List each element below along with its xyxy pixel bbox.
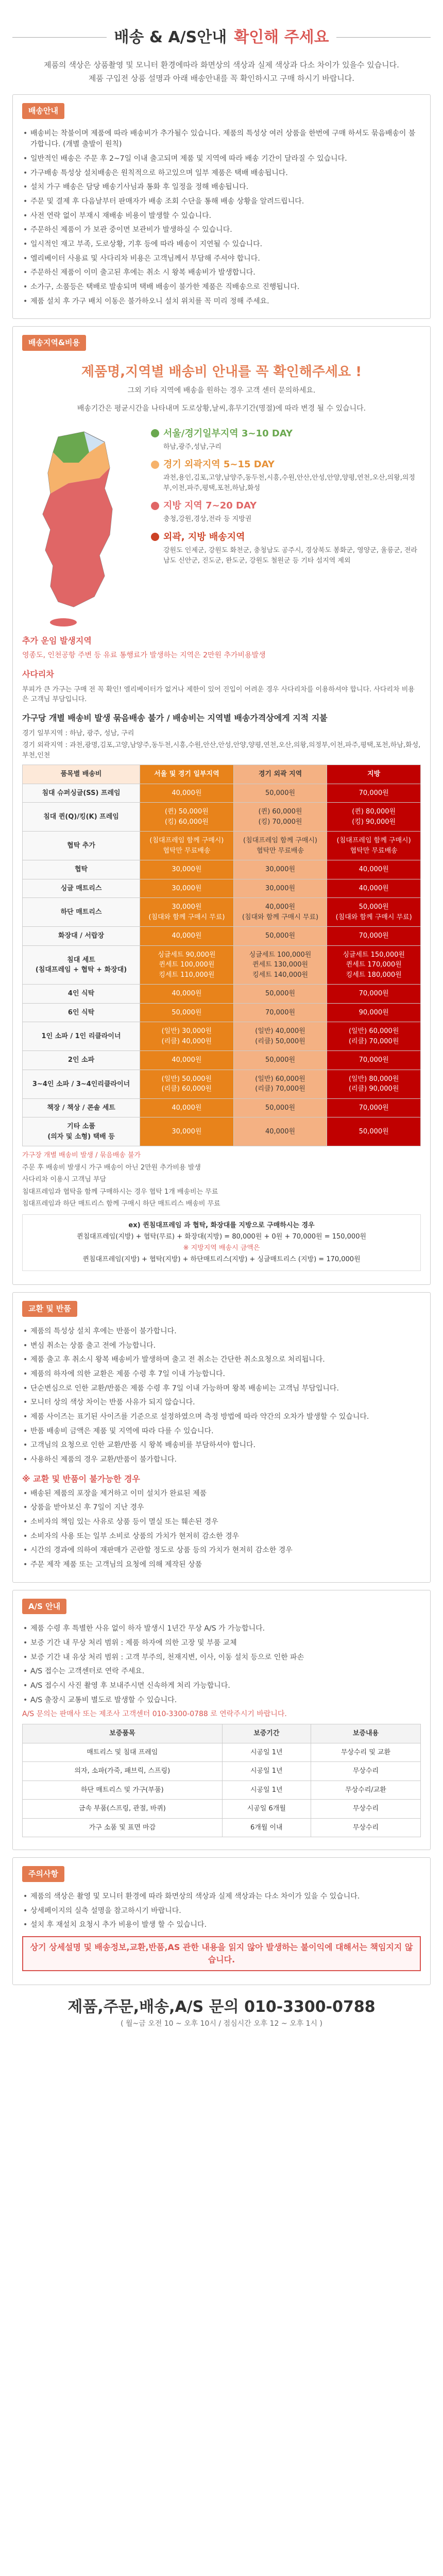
no-return-list	[22, 1488, 421, 1571]
fee-cell: 50,000원	[233, 1051, 327, 1070]
delivery-info-list	[22, 128, 421, 308]
zone-desc: 과천,용인,김포,고양,남양주,동두천,시흥,수원,안산,안성,안양,양평,연천,오산,의왕,의정부,이천,파주,평택,포천,하남,화성	[163, 474, 415, 493]
fee-cell: 30,000원	[233, 860, 327, 879]
fee-cell: 40,000원	[140, 985, 234, 1004]
region-list	[151, 421, 421, 571]
region-zone	[151, 530, 421, 566]
fee-cell: 40,000원	[140, 784, 234, 803]
fee-cell: 70,000원	[327, 985, 421, 1004]
list-item: • 제품 사이즈는 표기된 사이즈를 기준으로 설정하였으며 측정 방법에 따라 약간의 오차가 발생할 수 있습니다.	[22, 1412, 421, 1423]
list-item: • 모니터 상의 색상 차이는 반품 사유가 되지 않습니다.	[22, 1397, 421, 1409]
table-header: 보증기간	[222, 1724, 311, 1743]
zone-marker-icon	[151, 502, 159, 510]
exchange-list	[22, 1326, 421, 1466]
table-cell: 시공일 1년	[222, 1743, 311, 1762]
fee-cell: (퀸) 50,000원 (킹) 60,000원	[140, 803, 234, 832]
table-cell: 시공일 1년	[222, 1762, 311, 1781]
fee-cell: 30,000원	[140, 879, 234, 898]
region-note: 배송기간은 평균시간을 나타내며 도로상황,날씨,휴무기간(명절)에 따라 변경 될 수 있습니다.	[77, 404, 366, 413]
list-item: • 주문 제작 제품 또는 고객님의 요청에 의해 제작된 상품	[22, 1560, 421, 1571]
shipping-fee-table-body	[23, 784, 421, 1146]
table-row	[23, 1098, 421, 1117]
table-row	[23, 1022, 421, 1051]
table-row	[23, 1070, 421, 1098]
korea-map-icon	[22, 421, 141, 628]
fee-cell: (퀸) 60,000원 (킹) 70,000원	[233, 803, 327, 832]
item-cell: 침대 슈퍼싱글(SS) 프레임	[23, 784, 140, 803]
fee-cell: 40,000원 (침대와 함께 구매시 무료)	[233, 898, 327, 927]
exchange-card	[12, 1292, 431, 1583]
fee-cell: 50,000원	[140, 1003, 234, 1022]
zone-desc: 하남,광주,성남,구리	[163, 443, 222, 451]
fee-cell: (침대프레임 함께 구매시) 협탁만 무료배송	[327, 832, 421, 860]
region-card	[12, 326, 431, 1285]
example-line: ※ 지방지역 배송시 금액은	[183, 1244, 260, 1252]
zone-marker-icon	[151, 533, 159, 541]
list-item: • 제품의 특성상 설치 후에는 반품이 불가합니다.	[22, 1326, 421, 1337]
as-card	[12, 1590, 431, 1851]
divider-right	[336, 37, 431, 38]
list-item: • 제품 수령 후 특별한 사유 없이 하자 발생시 1년간 무상 A/S 가 가능합니다.	[22, 1623, 421, 1635]
table-row	[23, 784, 421, 803]
list-item: • 사용하신 제품의 경우 교환/반품이 불가합니다.	[22, 1454, 421, 1466]
table-row	[23, 1781, 421, 1800]
region-subtitle: 그외 기타 지역에 배송을 원하는 경우 고객 센터 문의하세요.	[127, 386, 316, 395]
table-row	[23, 898, 421, 927]
region-zone	[151, 499, 421, 524]
notice-badge: 주의사항	[22, 1866, 64, 1882]
sadari-desc: 부피가 큰 가구는 구매 전 꼭 확인! 엘리베이터가 없거나 제한이 있어 진입이 어려운 경우 사다리차를 이용하셔야 합니다. 사다리차 비용은 고객님 부담입니다.	[22, 685, 415, 704]
item-cell: 하단 매트리스	[23, 898, 140, 927]
zone-name: 지방 지역 7~20 DAY	[163, 500, 257, 512]
title-left: 배송 & A/S안내	[114, 28, 227, 46]
table-cell: 가구 소품 및 표면 마감	[23, 1818, 223, 1837]
delivery-info-card	[12, 94, 431, 319]
item-cell: 2인 소파	[23, 1051, 140, 1070]
list-item: • 가구배송 특성상 설치배송은 원칙적으로 하고있으며 일부 제품은 택배 배송됩니다.	[22, 168, 421, 179]
table-row	[23, 1743, 421, 1762]
item-cell: 협탁	[23, 860, 140, 879]
fee-cell: 70,000원	[233, 1003, 327, 1022]
ship-note: 침대프레임과 협탁을 함께 구매하시는 경우 협탁 1개 배송비는 무료	[22, 1188, 218, 1196]
table-header: 경기 외곽 지역	[233, 765, 327, 784]
fee-cell: (일반) 30,000원 (리클) 40,000원	[140, 1022, 234, 1051]
fee-cell: 50,000원 (침대와 함께 구매시 무료)	[327, 898, 421, 927]
table-cell: 무상수리 및 교환	[311, 1743, 420, 1762]
fee-cell: 40,000원	[327, 879, 421, 898]
list-item: • 일시적인 재고 부족, 도로상황, 기후 등에 따라 배송이 지연될 수 있습니다.	[22, 239, 421, 250]
table-cell: 시공일 1년	[222, 1781, 311, 1800]
table-cell: 무상수리/교환	[311, 1781, 420, 1800]
table-cell: 금속 부품(스프링, 관절, 바퀴)	[23, 1800, 223, 1819]
list-item: • 배송비는 착불이며 제품에 따라 배송비가 추가될수 있습니다. 제품의 특성상 여러 상품을 한번에 구매 하셔도 묶음배송이 불가합니다. (개별 출발이 원칙)	[22, 128, 421, 150]
list-item: • 소비자의 사용 또는 일부 소비로 상품의 가치가 현저히 감소한 경우	[22, 1531, 421, 1543]
example-title: ex) 퀸침대프레임 과 협탁, 화장대를 지방으로 구매하시는 경우	[128, 1221, 315, 1229]
page-title	[12, 26, 431, 49]
zone-desc: 강원도 인제군, 강원도 화천군, 충청남도 공주시, 경상북도 봉화군, 영양군, 울릉군, 전라남도 신안군, 진도군, 완도군, 강원도 철원군 등 기타 섬지역 제외	[163, 546, 418, 565]
list-item: • 상세페이지의 실측 설명을 참고하시기 바랍니다.	[22, 1906, 421, 1917]
extra-line: 경기 일부지역 : 하남, 광주, 성남, 구리	[22, 729, 134, 737]
table-cell: 매트리스 및 침대 프레임	[23, 1743, 223, 1762]
list-item: • 변심 취소는 상품 출고 전에 가능합니다.	[22, 1341, 421, 1352]
fee-cell: (퀸) 80,000원 (킹) 90,000원	[327, 803, 421, 832]
table-row	[23, 832, 421, 860]
zone-marker-icon	[151, 461, 159, 469]
item-cell: 책장 / 책상 / 콘솔 세트	[23, 1098, 140, 1117]
list-item: • 배송된 제품의 포장을 제거하고 이미 설치가 완료된 제품	[22, 1488, 421, 1500]
fee-cell: 50,000원	[233, 927, 327, 946]
list-item: • A/S 접수시 사진 촬영 후 보내주시면 신속하게 처리 가능합니다.	[22, 1681, 421, 1692]
item-cell: 6인 식탁	[23, 1003, 140, 1022]
fee-cell: 40,000원	[140, 1098, 234, 1117]
region-title: 제품명,지역별 배송비 안내를 꼭 확인해주세요 !	[81, 364, 362, 380]
list-item: • 제품 설치 후 가구 배치 이동은 불가하오니 설치 위치를 꼭 미리 정해 주세요.	[22, 296, 421, 308]
as-table	[22, 1724, 421, 1837]
example-line: 퀸침대프레임(지방) + 협탁(지방) + 하단매트리스(지방) + 싱글매트리스 (지방) = 170,000원	[82, 1256, 361, 1264]
list-item: • 사전 연락 없이 부재시 재배송 비용이 발생할 수 있습니다.	[22, 211, 421, 222]
fee-cell: 70,000원	[327, 927, 421, 946]
table-header-row	[23, 765, 421, 784]
item-cell: 싱글 매트리스	[23, 879, 140, 898]
table-row	[23, 1800, 421, 1819]
fee-cell: (일반) 60,000원 (리클) 70,000원	[327, 1022, 421, 1051]
fee-cell: 70,000원	[327, 784, 421, 803]
table-cell: 하단 매트리스 및 가구(부품)	[23, 1781, 223, 1800]
list-item: • 상품을 받아보신 후 7일이 지난 경우	[22, 1502, 421, 1514]
notice-card	[12, 1857, 431, 1985]
table-row	[23, 985, 421, 1004]
table-row	[23, 860, 421, 879]
island-desc: 영종도, 인천공항 주변 등 유료 통행료가 발생하는 지역은 2만원 추가비용발생	[22, 651, 266, 659]
ship-note: 가구장 개별 배송비 발생 / 묶음배송 불가	[22, 1151, 141, 1160]
notice-highlight: 상기 상세설명 및 배송정보,교환,반품,AS 관한 내용을 읽지 않아 발생하는 불이익에 대해서는 책임지지 않습니다.	[22, 1936, 421, 1971]
fee-cell: 50,000원	[233, 784, 327, 803]
fee-cell: 30,000원	[140, 860, 234, 879]
table-row	[23, 927, 421, 946]
list-item: • A/S 출장시 교통비 별도로 발생할 수 있습니다.	[22, 1695, 421, 1706]
table-row	[23, 1762, 421, 1781]
list-item: • 반품 배송비 금액은 제품 및 지역에 따라 다를 수 있습니다.	[22, 1426, 421, 1437]
list-item: • 제품 출고 후 취소시 왕복 배송비가 발생하며 출고 전 취소는 간단한 취소요청으로 처리됩니다.	[22, 1354, 421, 1366]
table-row	[23, 1003, 421, 1022]
list-item: • 보증 기간 내 무상 처리 범위 : 제품 하자에 의한 고장 및 부품 교체	[22, 1638, 421, 1649]
fee-cell: (일반) 50,000원 (리클) 60,000원	[140, 1070, 234, 1098]
list-item: • 시간의 경과에 의하여 재판매가 곤란할 정도로 상품 등의 가치가 현저히 감소한 경우	[22, 1545, 421, 1556]
exchange-badge: 교환 및 반품	[22, 1301, 77, 1317]
list-item: • 설치 후 재설치 요청시 추가 비용이 발생 할 수 있습니다.	[22, 1920, 421, 1931]
region-badge: 배송지역&비용	[22, 335, 86, 351]
table-row	[23, 1818, 421, 1837]
fee-cell: 싱글세트 90,000원 퀸세트 100,000원 킹세트 110,000원	[140, 945, 234, 985]
list-item: • 제품의 하자에 의한 교환은 제품 수령 후 7일 이내 가능합니다.	[22, 1369, 421, 1380]
delivery-info-badge: 배송안내	[22, 103, 64, 119]
region-content	[22, 421, 421, 628]
extra-line: 경기 외곽지역 : 과천,광명,김포,고양,남양주,동두천,시흥,수원,안산,안성,안양,양평,연천,오산,의왕,의정부,이천,파주,평택,포천,하남,화성,부천,인천	[22, 741, 421, 759]
zone-name: 서울/경기일부지역 3~10 DAY	[163, 428, 293, 439]
fee-cell: (일반) 40,000원 (리클) 50,000원	[233, 1022, 327, 1051]
fee-cell: 40,000원	[327, 860, 421, 879]
list-item: • 일반적인 배송은 주문 후 2~7일 이내 출고되며 제품 및 지역에 따라 배송 기간이 달라질 수 있습니다.	[22, 154, 421, 165]
list-item: • 엘리베이터 사용료 및 사다리차 비용은 고객님께서 부담해 주셔야 합니다.	[22, 253, 421, 265]
region-zone	[151, 457, 421, 494]
list-item: • 보증 기간 내 유상 처리 범위 : 고객 부주의, 천재지변, 이사, 이동 설치 등으로 인한 파손	[22, 1652, 421, 1664]
fee-cell: 70,000원	[327, 1098, 421, 1117]
fee-cell: 30,000원	[140, 1117, 234, 1146]
title-right: 확인해 주세요	[234, 28, 329, 46]
item-cell: 3~4인 소파 / 3~4인리클라이너	[23, 1070, 140, 1098]
divider-left	[12, 37, 107, 38]
item-cell: 기타 소품 (의자 및 소형) 택배 등	[23, 1117, 140, 1146]
intro	[12, 59, 431, 84]
fee-cell: 싱글세트 100,000원 퀸세트 130,000원 킹세트 140,000원	[233, 945, 327, 985]
footer-contact: 제품,주문,배송,A/S 문의 010-3300-0788	[67, 1998, 376, 2016]
notice-list	[22, 1891, 421, 1931]
table-cell: 무상수리	[311, 1800, 420, 1819]
ship-note: 사다리차 이용시 고객님 부담	[22, 1176, 107, 1184]
fee-cell: (침대프레임 함께 구매시) 협탁만 무료배송	[140, 832, 234, 860]
fee-cell: 50,000원	[233, 985, 327, 1004]
extra-title: 가구당 개별 배송비 발생 묶음배송 불가 / 배송비는 지역별 배송가격상에게 지적 지불	[22, 713, 328, 723]
as-phone-note: A/S 문의는 판매사 또는 제조사 고객센터 010-3300-0788 로 연락주시기 바랍니다.	[22, 1710, 287, 1719]
list-item: • 설치 가구 배송은 담당 배송기사님과 통화 후 일정을 정해 배송됩니다.	[22, 182, 421, 193]
item-cell: 협탁 추가	[23, 832, 140, 860]
region-zone	[151, 427, 421, 452]
zone-marker-icon	[151, 429, 159, 437]
list-item: • 주문하신 제품이 이미 출고된 후에는 취소 시 왕복 배송비가 발생합니다.	[22, 267, 421, 279]
item-cell: 1인 소파 / 1인 리클라이너	[23, 1022, 140, 1051]
fee-cell: 50,000원	[327, 1117, 421, 1146]
item-cell: 화장대 / 서랍장	[23, 927, 140, 946]
table-header: 보증품목	[23, 1724, 223, 1743]
table-header: 지방	[327, 765, 421, 784]
zone-name: 외곽, 지방 배송지역	[163, 531, 245, 543]
fee-cell: 40,000원	[233, 1117, 327, 1146]
table-row	[23, 1051, 421, 1070]
table-cell: 무상수리	[311, 1818, 420, 1837]
list-item: • 제품의 색상은 촬영 및 모니터 환경에 따라 화면상의 색상과 실제 색상과는 다소 차이가 있을 수 있습니다.	[22, 1891, 421, 1903]
table-row	[23, 879, 421, 898]
list-item: • 소가구, 소품등은 택배로 발송되며 택배 배송이 불가한 제품은 직배송으로 진행됩니다.	[22, 282, 421, 293]
fee-cell: 30,000원	[233, 879, 327, 898]
fee-cell: 70,000원	[327, 1051, 421, 1070]
list-item: • 주문하신 제품이 가 보관 중이면 보관비가 발생하실 수 있습니다.	[22, 225, 421, 236]
table-row	[23, 945, 421, 985]
example-line: 퀸침대프레임(지방) + 협탁(무료) + 화장대(지방) = 80,000원 + 0원 + 70,000원 = 150,000원	[76, 1233, 367, 1241]
item-cell: 침대 세트 (침대프레임 + 협탁 + 화장대)	[23, 945, 140, 985]
fee-cell: 40,000원	[140, 1051, 234, 1070]
intro-line: 제품의 색상은 상품촬영 및 모니터 환경에따라 화면상의 색상과 실제 색상과 다소 차이가 있을수 있습니다.	[44, 60, 399, 70]
footer-hours: ( 월~금 오전 10 ~ 오후 10시 / 점심시간 오후 12 ~ 오후 1시 )	[121, 2020, 322, 2028]
item-cell: 침대 퀸(Q)/킹(K) 프레임	[23, 803, 140, 832]
as-table-body	[23, 1743, 421, 1837]
table-cell: 무상수리	[311, 1762, 420, 1781]
table-header-row	[23, 1724, 421, 1743]
fee-cell: (일반) 60,000원 (리클) 70,000원	[233, 1070, 327, 1098]
as-list	[22, 1623, 421, 1706]
fee-cell: 50,000원	[233, 1098, 327, 1117]
fee-cell: 40,000원	[140, 927, 234, 946]
table-row	[23, 803, 421, 832]
fee-cell: 30,000원 (침대와 함께 구매시 무료)	[140, 898, 234, 927]
table-cell: 6개월 이내	[222, 1818, 311, 1837]
footer	[12, 1995, 431, 2029]
as-badge: A/S 안내	[22, 1599, 66, 1615]
table-cell: 의자, 소파(가죽, 패브릭, 스프링)	[23, 1762, 223, 1781]
sadari-title: 사다리차	[22, 669, 54, 679]
island-title: 추가 운임 발생지역	[22, 635, 92, 646]
fee-cell: 싱글세트 150,000원 퀸세트 170,000원 킹세트 180,000원	[327, 945, 421, 985]
list-item: • 고객님의 요청으로 인한 교환/반품 시 왕복 배송비를 부담하셔야 합니다.	[22, 1440, 421, 1451]
table-header: 품목별 배송비	[23, 765, 140, 784]
list-item: • 단순변심으로 인한 교환/반품은 제품 수령 후 7일 이내 가능하며 왕복 배송비는 고객님 부담입니다.	[22, 1383, 421, 1395]
shipping-fee-table	[22, 765, 421, 1146]
intro-line: 제품 구입전 상품 설명과 아래 배송안내를 꼭 확인하시고 구매 하시기 바랍니다.	[88, 73, 355, 83]
table-header: 보증내용	[311, 1724, 420, 1743]
item-cell: 4인 식탁	[23, 985, 140, 1004]
list-item: • 소비자의 책임 있는 사유로 상품 등이 멸실 또는 훼손된 경우	[22, 1517, 421, 1528]
list-item: • 주문 및 결제 후 다음날부터 판매자가 배송 조회 수단을 통해 배송 상황을 알려드립니다.	[22, 196, 421, 208]
list-item: • A/S 접수는 고객센터로 연락 주세요.	[22, 1666, 421, 1677]
table-cell: 시공일 6개월	[222, 1800, 311, 1819]
extra-lines	[22, 728, 421, 761]
fee-cell: (침대프레임 함께 구매시) 협탁만 무료배송	[233, 832, 327, 860]
shipping-example	[22, 1214, 421, 1271]
ship-note: 주문 후 배송비 발생시 가구 배송이 아닌 2만원 추가비용 발생	[22, 1163, 201, 1172]
no-return-title: ※ 교환 및 반품이 불가능한 경우	[22, 1473, 140, 1484]
ship-notes	[22, 1150, 421, 1209]
table-header: 서울 및 경기 일부지역	[140, 765, 234, 784]
ship-note: 침대프레임과 하단 매트리스 함께 구매시 하단 매트리스 배송비 무료	[22, 1200, 220, 1208]
zone-desc: 충청,강원,경상,전라 등 지방권	[163, 515, 252, 523]
fee-cell: 90,000원	[327, 1003, 421, 1022]
zone-name: 경기 외곽지역 5~15 DAY	[163, 459, 275, 470]
table-row	[23, 1117, 421, 1146]
fee-cell: (일반) 80,000원 (리클) 90,000원	[327, 1070, 421, 1098]
